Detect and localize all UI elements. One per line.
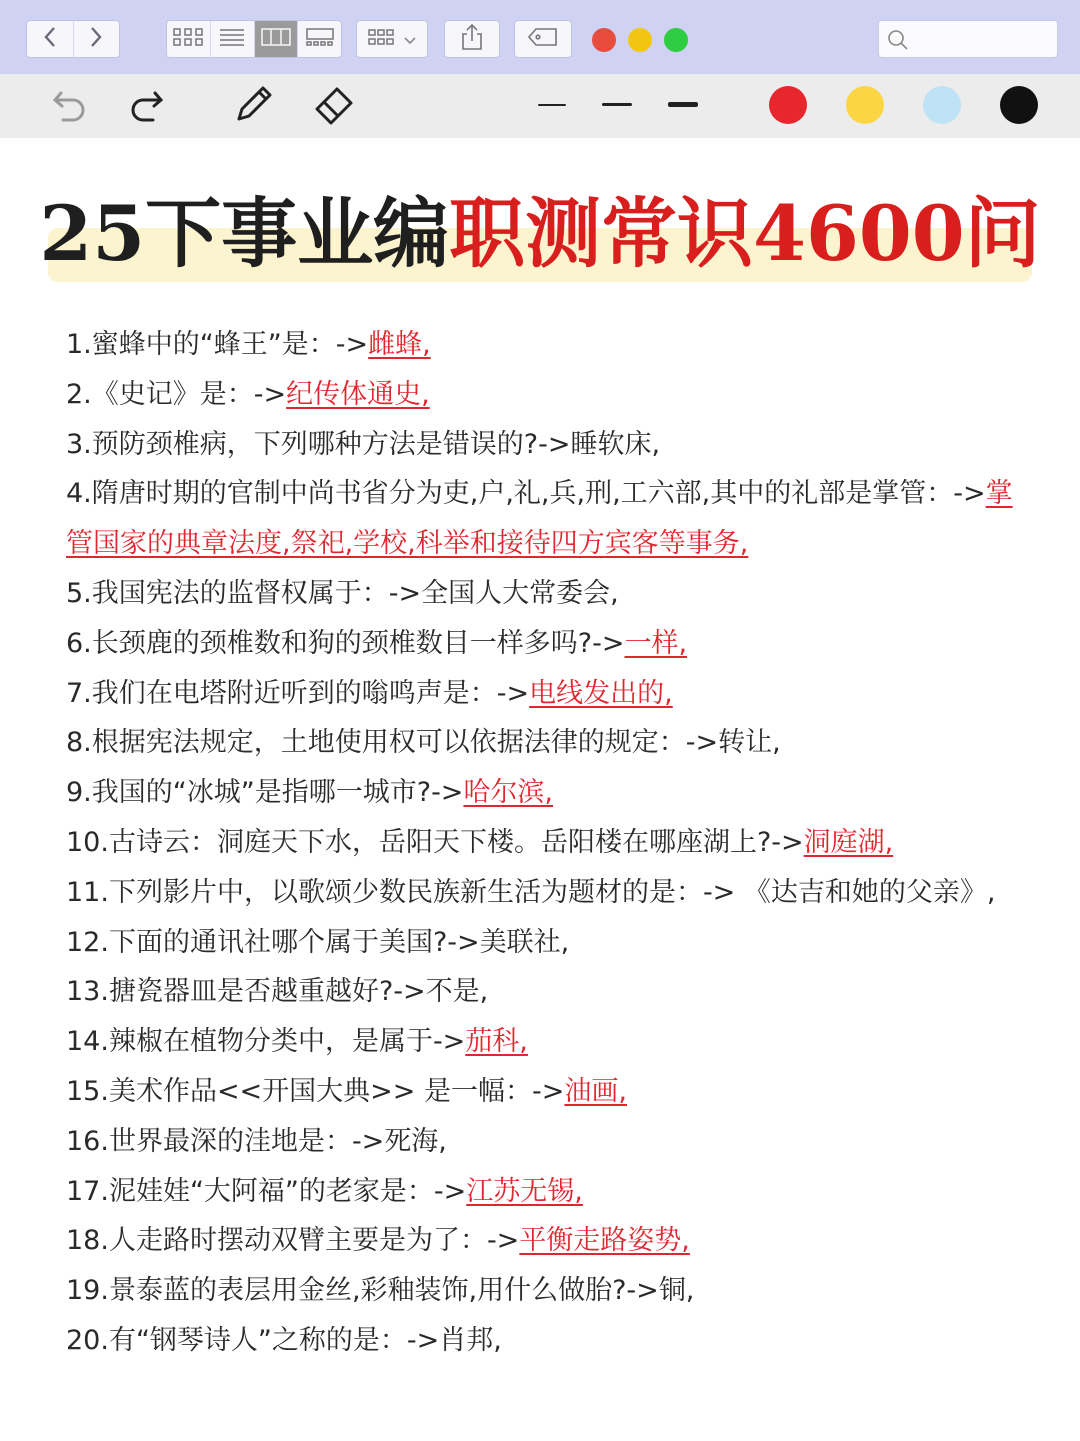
- list-view-button[interactable]: [211, 21, 255, 57]
- answer-text: 江苏无锡,: [466, 1175, 583, 1207]
- gallery-view-icon: [305, 28, 335, 50]
- list-item: [66, 420, 1030, 470]
- color-red-swatch[interactable]: [769, 86, 807, 124]
- list-item: [66, 370, 1030, 420]
- list-item: [66, 868, 1030, 918]
- question-text: 7.我们在电塔附近听到的嗡鸣声是：->: [66, 677, 530, 709]
- tag-red-dot[interactable]: [592, 28, 616, 52]
- top-toolbar: [0, 0, 1080, 74]
- list-item: [66, 619, 1030, 669]
- answer-text: 全国人大常委会,: [421, 577, 619, 609]
- question-text: 16.世界最深的洼地是：->: [66, 1125, 385, 1157]
- list-item: [66, 818, 1030, 868]
- answer-text: 纪传体通史,: [286, 378, 430, 410]
- list-item: [66, 1266, 1030, 1316]
- answer-text: 哈尔滨,: [463, 777, 554, 809]
- question-text: 17.泥娃娃“大阿福”的老家是：->: [66, 1175, 467, 1207]
- color-yellow-swatch[interactable]: [846, 86, 884, 124]
- answer-text: 平衡走路姿势,: [519, 1225, 690, 1257]
- column-view-button[interactable]: [255, 21, 299, 57]
- list-item: [66, 469, 1030, 569]
- forward-button[interactable]: [74, 21, 120, 57]
- share-icon: [461, 24, 483, 54]
- question-text: 6.长颈鹿的颈椎数和狗的颈椎数目一样多吗?->: [66, 627, 625, 659]
- answer-text: 洞庭湖,: [803, 826, 894, 858]
- list-item: [66, 669, 1030, 719]
- list-item: [66, 768, 1030, 818]
- grid-view-button[interactable]: [167, 21, 211, 57]
- tag-yellow-dot[interactable]: [628, 28, 652, 52]
- question-text: 15.美术作品<<开国大典>> 是一幅：->: [66, 1075, 565, 1107]
- tag-green-dot[interactable]: [664, 28, 688, 52]
- question-text: 1.蜜蜂中的“蜂王”是：->: [66, 329, 369, 360]
- list-item: [66, 918, 1030, 968]
- redo-icon: [127, 85, 165, 127]
- page-title: [0, 186, 1080, 282]
- eraser-tool-button[interactable]: [312, 84, 356, 128]
- undo-button[interactable]: [48, 84, 92, 128]
- question-text: 19.景泰蓝的表层用金丝,彩釉装饰,用什么做胎?->: [66, 1275, 659, 1307]
- question-text: 4.隋唐时期的官制中尚书省分为吏,户,礼,兵,刑,工六部,其中的礼部是掌管：->: [66, 478, 986, 510]
- stroke-medium-option[interactable]: [602, 103, 632, 106]
- answer-text: 铜,: [658, 1275, 695, 1307]
- list-item: [66, 569, 1030, 619]
- answer-text: 茄科,: [465, 1026, 528, 1058]
- answer-text: 掌管国家的典章法度,祭祀,学校,科举和接待四方宾客等事务,: [66, 478, 1013, 560]
- forward-arrow-icon: [88, 26, 104, 52]
- search-icon: [887, 29, 909, 55]
- answer-text: 不是,: [425, 976, 489, 1008]
- question-text: 18.人走路时摆动双臂主要是为了：->: [66, 1225, 520, 1257]
- redo-button[interactable]: [124, 84, 168, 128]
- back-button[interactable]: [27, 21, 74, 57]
- question-text: 5.我国宪法的监督权属于：->: [66, 577, 422, 609]
- title-part-black: 25下事业编: [39, 189, 450, 278]
- search-input[interactable]: [913, 25, 1053, 55]
- group-button[interactable]: [356, 20, 428, 58]
- nav-buttons: [26, 20, 120, 58]
- list-item: [66, 1117, 1030, 1167]
- title-part-red: 职测常识4600问: [449, 189, 1041, 278]
- list-item: [66, 1017, 1030, 1067]
- stroke-thick-option[interactable]: [668, 102, 698, 107]
- eraser-icon: [313, 83, 355, 129]
- back-arrow-icon: [42, 26, 58, 52]
- question-text: 13.搪瓷器皿是否越重越好?->: [66, 976, 426, 1008]
- question-text: 10.古诗云：洞庭天下水，岳阳天下楼。岳阳楼在哪座湖上?->: [66, 826, 804, 858]
- chevron-down-icon: [404, 30, 416, 49]
- answer-text: 《达吉和她的父亲》,: [743, 876, 996, 908]
- question-text: 12.下面的通讯社哪个属于美国?->: [66, 926, 480, 958]
- column-view-icon: [261, 28, 291, 50]
- question-text: 11.下列影片中，以歌颂少数民族新生活为题材的是：->: [66, 876, 744, 908]
- question-list: [66, 320, 1030, 1366]
- pen-icon: [233, 83, 275, 129]
- answer-text: 美联社,: [479, 926, 570, 958]
- list-item: [66, 718, 1030, 768]
- answer-text: 睡软床,: [570, 428, 661, 460]
- list-item: [66, 967, 1030, 1017]
- answer-text: 油画,: [564, 1075, 627, 1107]
- color-black-swatch[interactable]: [1000, 86, 1038, 124]
- color-blue-swatch[interactable]: [923, 86, 961, 124]
- tag-button[interactable]: [514, 20, 572, 58]
- question-text: 14.辣椒在植物分类中，是属于->: [66, 1026, 466, 1058]
- answer-text: 肖邦,: [439, 1324, 502, 1356]
- answer-text: 雌蜂,: [368, 329, 431, 360]
- drawing-toolbar: [0, 74, 1080, 138]
- list-item: [66, 1067, 1030, 1117]
- answer-text: 转让,: [718, 727, 781, 759]
- stroke-thin-option[interactable]: [538, 104, 566, 106]
- gallery-view-button[interactable]: [298, 21, 341, 57]
- list-item: [66, 1316, 1030, 1366]
- undo-icon: [51, 85, 89, 127]
- grid-view-icon: [173, 28, 203, 50]
- question-text: 8.根据宪法规定，土地使用权可以依据法律的规定：->: [66, 727, 719, 759]
- tag-icon: [528, 28, 558, 50]
- question-text: 20.有“钢琴诗人”之称的是：->: [66, 1324, 440, 1356]
- pen-tool-button[interactable]: [232, 84, 276, 128]
- list-item: [66, 320, 1030, 370]
- question-text: 3.预防颈椎病，下列哪种方法是错误的?->: [66, 428, 571, 460]
- answer-text: 电线发出的,: [529, 677, 673, 709]
- answer-text: 一样,: [624, 627, 688, 659]
- view-mode-selector: [166, 20, 342, 58]
- group-icon: [368, 28, 398, 50]
- list-view-icon: [219, 28, 245, 50]
- share-button[interactable]: [444, 20, 500, 58]
- list-item: [66, 1167, 1030, 1217]
- list-item: [66, 1216, 1030, 1266]
- search-box[interactable]: [878, 20, 1058, 58]
- answer-text: 死海,: [384, 1125, 447, 1157]
- question-text: 9.我国的“冰城”是指哪一城市?->: [66, 777, 464, 809]
- question-text: 2.《史记》是：->: [66, 378, 287, 410]
